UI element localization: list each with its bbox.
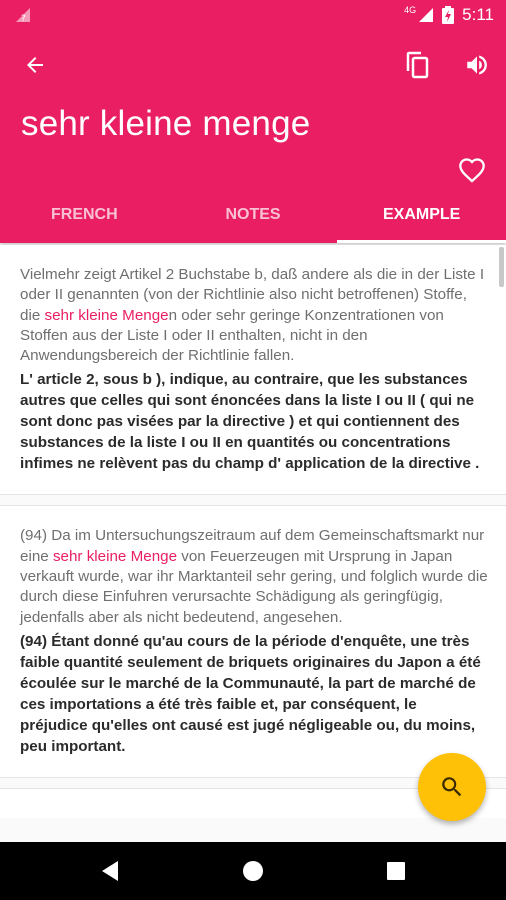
heart-outline-icon bbox=[458, 157, 486, 183]
battery-charging-icon bbox=[442, 6, 454, 24]
example-card bbox=[0, 505, 506, 777]
tab-bar bbox=[0, 187, 506, 243]
speaker-icon bbox=[464, 52, 490, 78]
nav-recents-button[interactable] bbox=[382, 857, 410, 885]
examples-list[interactable] bbox=[0, 245, 506, 841]
example-card bbox=[0, 245, 506, 495]
search-button[interactable] bbox=[418, 753, 486, 821]
example-source-text: Vielmehr zeigt Artikel 2 Buchstabe b, daß andere als die in der Liste I oder II genannten (von der Richtlinie also nicht betroffenen) Stoffe, die sehr kleine Mengen oder sehr geringe Konzentrationen von Stoffen aus der Liste I oder II enthalten, nicht in den Anwendungsbereich der Richtlinie fallen. bbox=[20, 266, 485, 365]
search-icon bbox=[439, 774, 465, 800]
copy-button[interactable] bbox=[403, 50, 433, 80]
copy-icon bbox=[405, 51, 431, 79]
nav-home-button[interactable] bbox=[239, 857, 267, 885]
example-source-text: (94) Da im Untersuchungszeitraum auf dem Gemeinschaftsmarkt nur eine sehr kleine Menge von Feuerzeugen mit Ursprung in Japan verkauft wurde, war ihr Marktanteil sehr gering, und folglich wurde die durch diese Einfuhren verursachte Schädigung als geringfügig, jedenfalls aber als nicht bedeutend, angesehen. bbox=[20, 527, 488, 626]
page-title: sehr kleine menge bbox=[21, 104, 311, 143]
speak-button[interactable] bbox=[462, 50, 492, 80]
tab-notes[interactable]: NOTES bbox=[225, 206, 281, 223]
nav-back-icon bbox=[100, 860, 120, 882]
example-translation: L' article 2, sous b ), indique, au contraire, que les substances autres que celles qui sont énoncées dans la liste I ou II ( qui ne sont donc pas visées par la directive ) et qui contiennent des substances de la liste I ou II en quantités ou concentrations infimes ne relèvent pas du champ d' application de la directive . bbox=[20, 371, 480, 473]
nav-home-icon bbox=[242, 860, 264, 882]
tab-french[interactable]: FRENCH bbox=[51, 206, 118, 223]
example-translation: (94) Étant donné qu'au cours de la période d'enquête, une très faible quantité seulement de briquets originaires du Japon a été écoulée sur le marché de la Communauté, la part de marché de ces importations a été très faible et, par conséquent, le préjudice qu'elles ont causé est jugé négligeable ou, du moins, peu important. bbox=[20, 632, 481, 755]
tab-example[interactable]: EXAMPLE bbox=[337, 187, 506, 243]
system-nav-bar bbox=[0, 842, 506, 900]
clock: 5:11 bbox=[462, 5, 494, 24]
nav-back-button[interactable] bbox=[96, 857, 124, 885]
cell-signal-icon bbox=[418, 7, 434, 23]
svg-text:?: ? bbox=[21, 14, 26, 24]
back-arrow-icon bbox=[23, 53, 47, 77]
signal-icon bbox=[12, 6, 32, 24]
highlighted-term: sehr kleine Menge bbox=[44, 306, 169, 324]
app-bar bbox=[0, 30, 506, 187]
nav-recents-icon bbox=[386, 861, 406, 881]
network-type: 4G bbox=[404, 5, 417, 15]
status-bar bbox=[0, 0, 506, 30]
favorite-button[interactable] bbox=[456, 154, 488, 186]
scrollbar[interactable] bbox=[499, 247, 504, 287]
back-button[interactable] bbox=[20, 50, 50, 80]
highlighted-term: sehr kleine Menge bbox=[52, 547, 178, 565]
